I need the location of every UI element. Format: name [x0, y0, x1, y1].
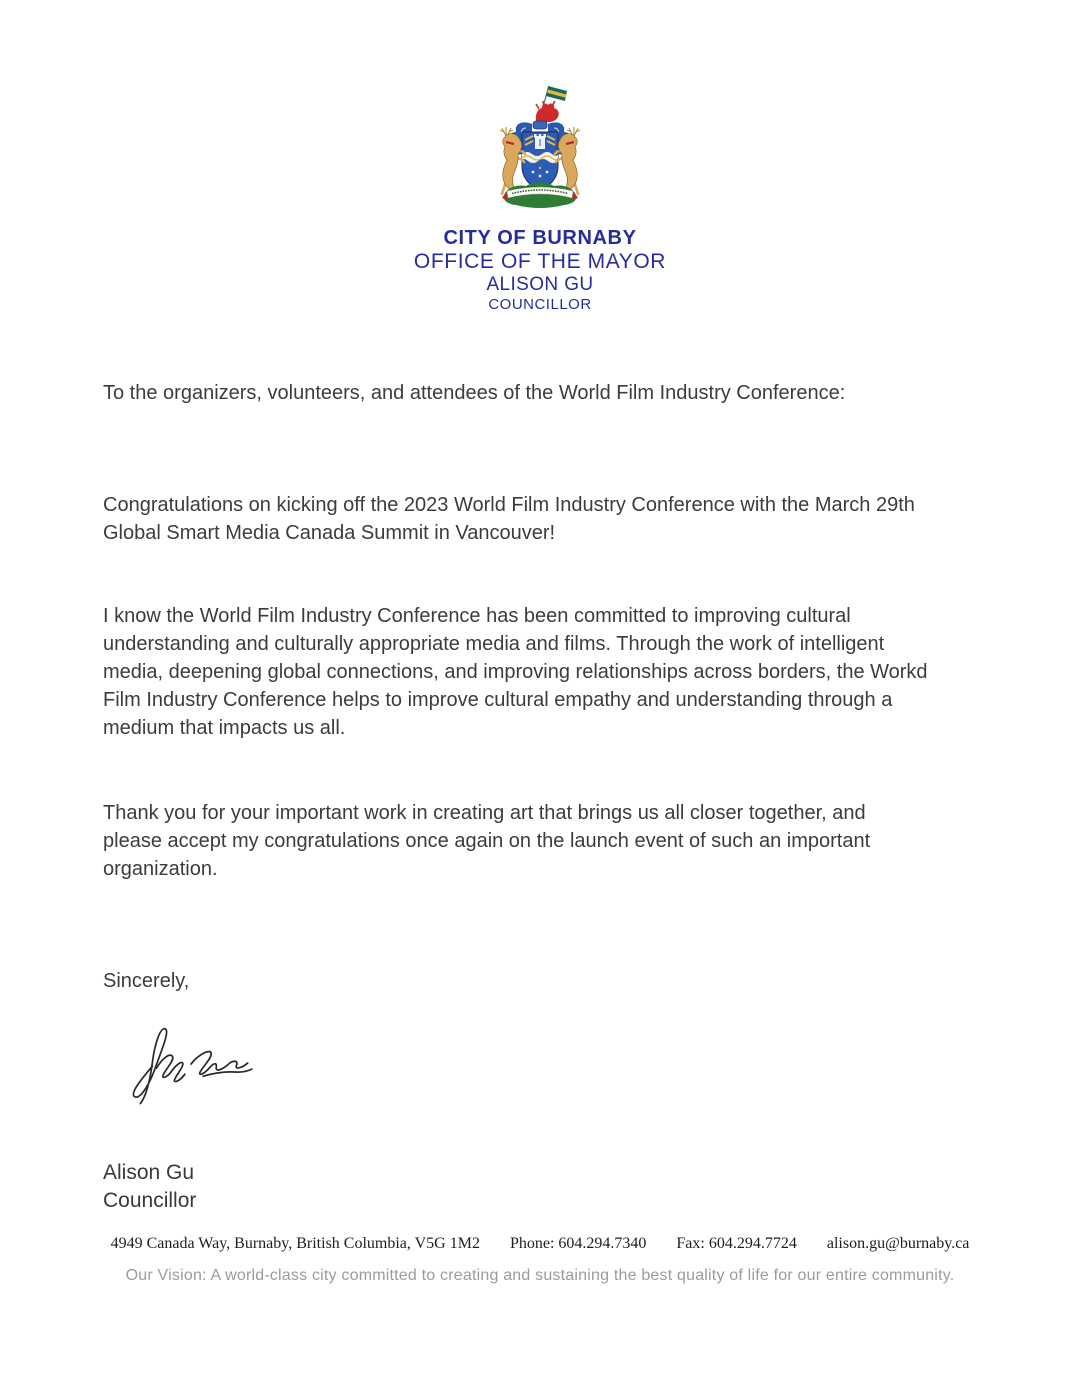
closing-salutation: Sincerely,: [103, 970, 190, 992]
handwritten-signature-icon: [118, 1014, 270, 1108]
salutation: To the organizers, volunteers, and attendees of the World Film Industry Conference:: [103, 382, 846, 404]
letterhead-city-name: CITY OF BURNABY: [443, 227, 637, 249]
paragraph-thanks: Thank you for your important work in creating art that brings us all closer together, and please accept my congratulations once again on the launch event of such an important organization.: [103, 802, 871, 880]
footer-email: alison.gu@burnaby.ca: [826, 1235, 970, 1252]
footer-contact-line: [0, 1235, 1080, 1253]
signature-name: Alison Gu: [103, 1161, 195, 1184]
letterhead-person-title: COUNCILLOR: [488, 296, 592, 313]
letterhead-person-name: ALISON GU: [486, 274, 594, 295]
footer-phone: Phone: 604.294.7340: [509, 1235, 647, 1252]
burnaby-coat-of-arms-icon: [492, 84, 588, 210]
paragraph-commitment: I know the World Film Industry Conference has been committed to improving cultural understanding and culturally appropriate media and films. Through the work of intelligent media, deepening global connections, and improving relationships across borders, the Workd Film Industry Conference helps to improve cultural empathy and understanding through a medium that impacts us all.: [103, 605, 928, 739]
letterhead-office: OFFICE OF THE MAYOR: [413, 250, 667, 273]
footer-vision-statement: Our Vision: A world-class city committed to creating and sustaining the best quality of life for our entire community.: [125, 1267, 955, 1284]
footer-address: 4949 Canada Way, Burnaby, British Columbia, V5G 1M2: [110, 1235, 480, 1252]
signature-title: Councillor: [103, 1189, 197, 1212]
signature-block: [103, 1159, 196, 1215]
paragraph-congratulations: Congratulations on kicking off the 2023 World Film Industry Conference with the March 29th Global Smart Media Canada Summit in Vancouver!: [103, 494, 915, 544]
footer-fax: Fax: 604.294.7724: [676, 1235, 797, 1252]
